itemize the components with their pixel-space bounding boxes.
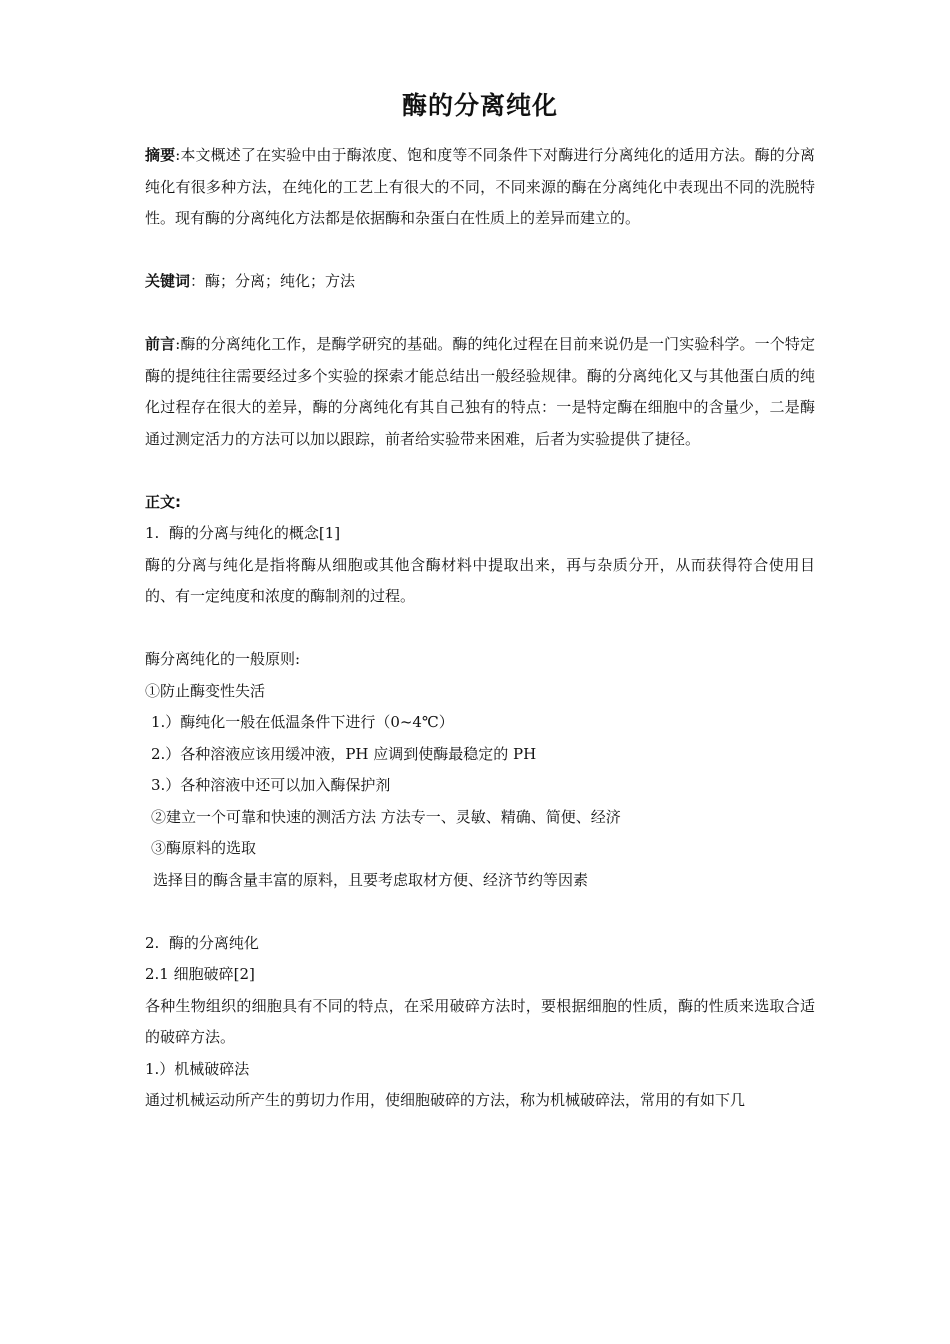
- preface-label: 前言: [145, 335, 176, 353]
- abstract-text: :本文概述了在实验中由于酶浓度、饱和度等不同条件下对酶进行分离纯化的适用方法。酶的分离纯化有很多种方法，在纯化的工艺上有很大的不同，不同来源的酶在分离纯化中表现出不同的洗脱特性。现有酶的分离纯化方法都是依据酶和杂蛋白在性质上的差异而建立的。: [145, 146, 815, 227]
- abstract-label: 摘要: [145, 146, 176, 164]
- spacer: [145, 235, 815, 267]
- principle-1: ①防止酶变性失活: [145, 681, 266, 700]
- keywords-paragraph: [145, 266, 815, 298]
- section21-text: 各种生物组织的细胞具有不同的特点，在采用破碎方法时，要根据细胞的性质，酶的性质来选取合适的破碎方法。: [145, 996, 815, 1046]
- section21-heading: 2.1 细胞破碎[2]: [145, 965, 255, 983]
- keywords-text: ：酶；分离；纯化；方法: [190, 272, 356, 290]
- principles-heading: 酶分离纯化的一般原则:: [145, 650, 301, 668]
- method1-heading: 1.）机械破碎法: [145, 1059, 250, 1078]
- keywords-label: 关键词: [145, 272, 191, 290]
- principle-2: ②建立一个可靠和快速的测活方法 方法专一、灵敏、精确、简便、经济: [151, 807, 621, 826]
- section1-heading: 1. 酶的分离与纯化的概念[1]: [145, 524, 341, 542]
- principle-1-item-2: 2.）各种溶液应该用缓冲液，PH 应调到使酶最稳定的 PH: [151, 744, 537, 763]
- body-label: 正文:: [145, 492, 181, 511]
- principle-1-item-3: 3.）各种溶液中还可以加入酶保护剂: [151, 776, 391, 794]
- spacer: [145, 298, 815, 330]
- principle-1-item-1: 1.）酶纯化一般在低温条件下进行（0~4℃）: [151, 713, 454, 731]
- preface-text: :酶的分离纯化工作，是酶学研究的基础。酶的纯化过程在目前来说仍是一门实验科学。一个特定酶的提纯往往需要经过多个实验的探索才能总结出一般经验规律。酶的分离纯化又与其他蛋白质的纯化过程存在很大的差异，酶的分离纯化有其自己独有的特点：一是特定酶在细胞中的含量少，二是酶通过测定活力的方法可以加以跟踪，前者给实验带来困难，后者为实验提供了捷径。: [145, 335, 815, 448]
- abstract-paragraph: [145, 140, 815, 235]
- principle-3-text: 选择目的酶含量丰富的原料，且要考虑取材方便、经济节约等因素: [153, 870, 589, 889]
- method1-text: 通过机械运动所产生的剪切力作用，使细胞破碎的方法，称为机械破碎法，常用的有如下几: [145, 1091, 746, 1109]
- body-paragraph: [145, 487, 815, 519]
- preface-paragraph: [145, 329, 815, 455]
- spacer: [145, 613, 815, 645]
- principle-3: ③酶原料的选取: [151, 839, 257, 857]
- spacer: [145, 455, 815, 487]
- section2-heading: 2. 酶的分离纯化: [145, 933, 259, 952]
- document-content: [145, 86, 815, 1117]
- spacer: [145, 896, 815, 928]
- section1-text: 酶的分离与纯化是指将酶从细胞或其他含酶材料中提取出来，再与杂质分开，从而获得符合使用目的、有一定纯度和浓度的酶制剂的过程。: [145, 555, 815, 605]
- document-title: 酶的分离纯化: [401, 91, 558, 120]
